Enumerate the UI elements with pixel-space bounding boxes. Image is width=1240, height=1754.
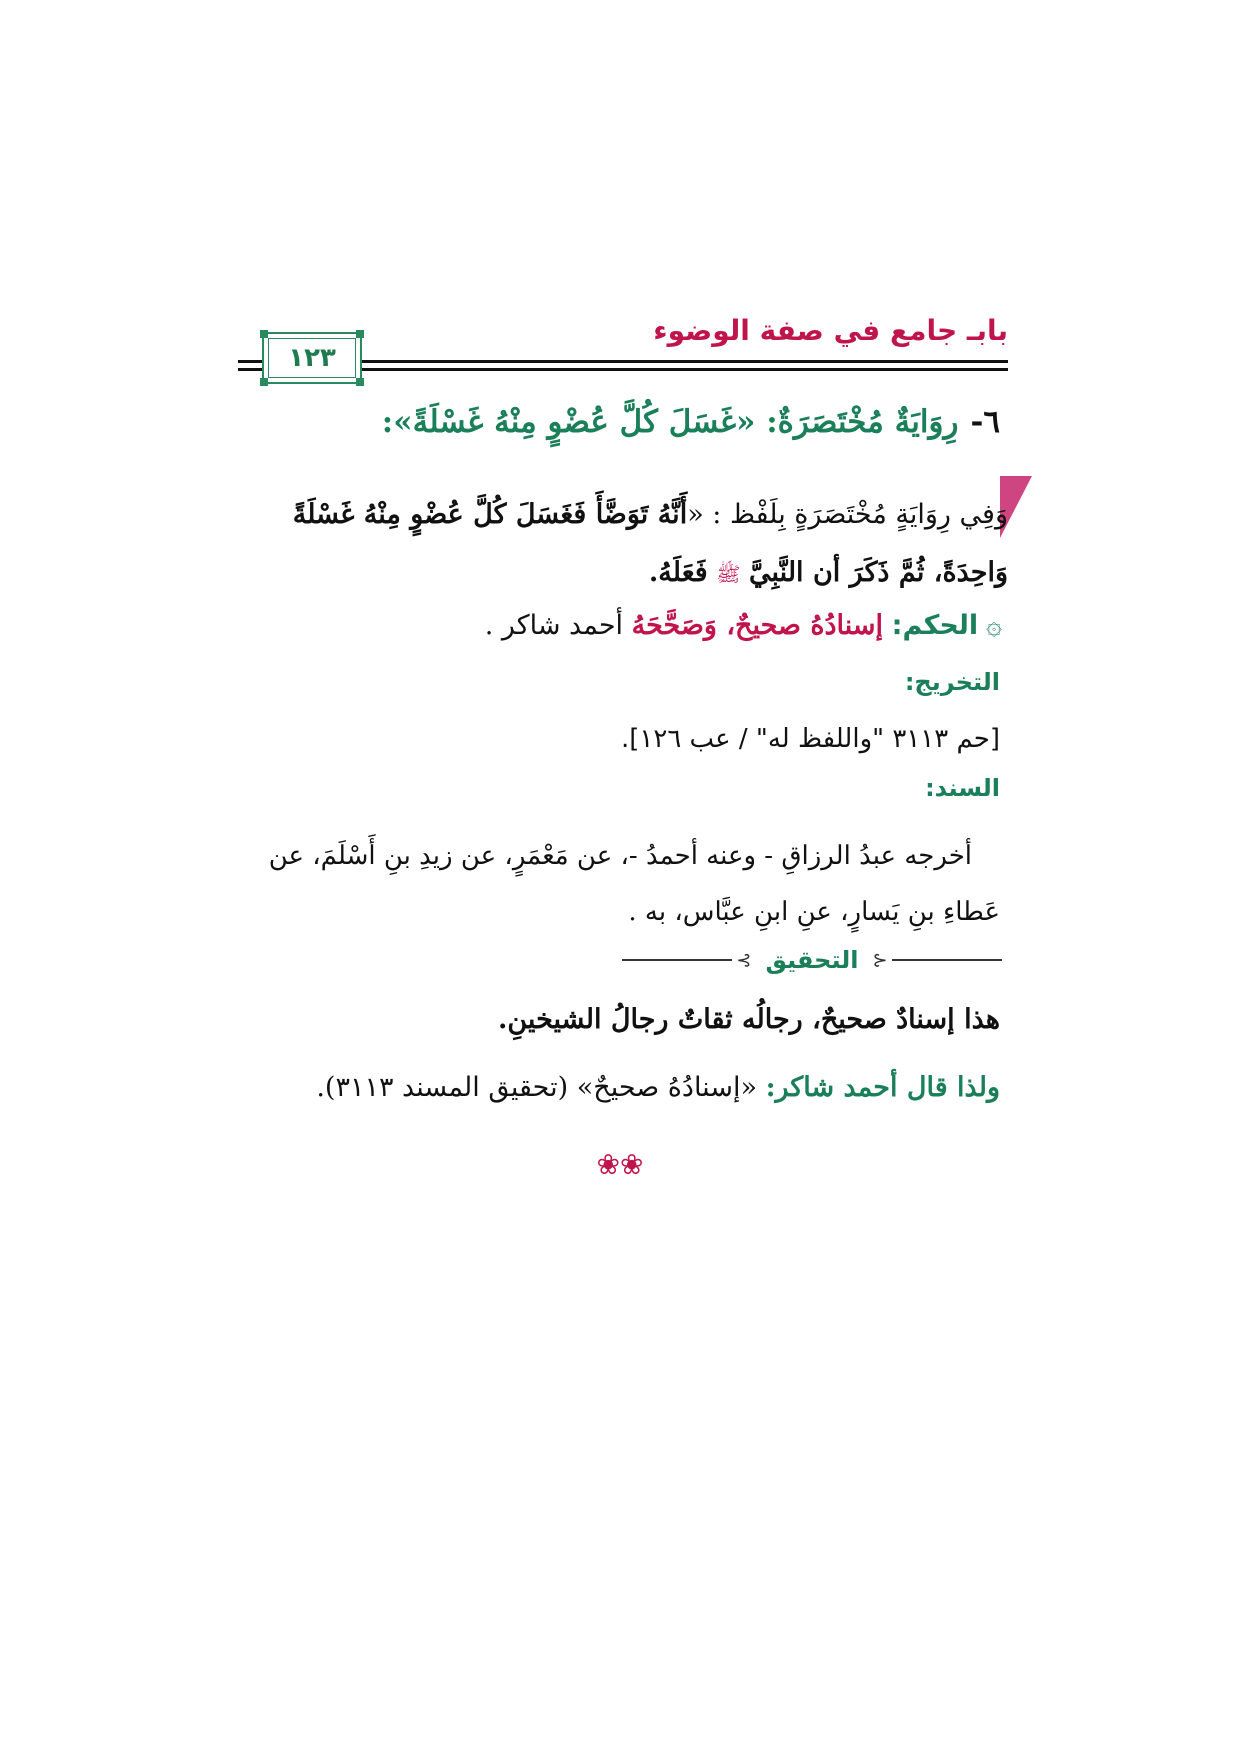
conclusion-text: «إسنادُهُ صحيحٌ» (تحقيق المسند ٣١١٣). <box>316 1072 757 1103</box>
frame-corner-ornament <box>260 330 268 338</box>
takhrij-label: التخريج: <box>904 668 1000 696</box>
narration-quote-end: فَعَلَهُ. <box>648 557 708 588</box>
tahqiq-title: التحقيق <box>765 946 859 974</box>
sanad-text: أخرجه عبدُ الرزاقِ - وعنه أحمدُ -، عن مَعْمَرٍ، عن زيدِ بنِ أَسْلَمَ، عن عَطاءِ بنِ يَسارٍ، عنِ ابنِ عبَّاس، به . <box>268 841 1000 927</box>
tahqiq-conclusion <box>316 1072 1000 1103</box>
chapter-title: بابـ جامع في صفة الوضوء <box>653 314 1008 347</box>
section-title: رِوَايَةٌ مُخْتَصَرَةٌ: «غَسَلَ كُلَّ عُضْوٍ مِنْهُ غَسْلَةً»: <box>381 404 959 440</box>
scroll-ornament-icon: ⊰ <box>872 949 888 971</box>
ruling-value: إسنادُهُ صحيحٌ، وَصَحَّحَهُ <box>631 610 884 641</box>
conclusion-lead: ولذا قال أحمد شاكر: <box>765 1072 1000 1103</box>
flower-icon: ۞ <box>986 610 1002 641</box>
page-header <box>238 314 1008 394</box>
takhrij-text: [حم ٣١١٣ "واللفظ له" / عب ١٢٦]. <box>620 724 1000 754</box>
ruling-line <box>485 610 1002 641</box>
sanad-label: السند: <box>925 774 1000 802</box>
end-flourish-icon: ❀❀ <box>596 1148 644 1181</box>
frame-corner-ornament <box>356 378 364 386</box>
narration-paragraph <box>228 486 1008 603</box>
divider-line <box>622 959 732 961</box>
narration-intro: وَفِي رِوَايَةٍ مُخْتَصَرَةٍ بِلَفْظ : « <box>687 499 1008 530</box>
section-number: ٦- <box>970 404 1000 440</box>
salutation-glyph: ﷺ <box>716 562 741 586</box>
tahqiq-divider <box>622 940 1002 980</box>
scroll-ornament-icon: ⊱ <box>736 949 752 971</box>
frame-corner-ornament <box>260 378 268 386</box>
page-number-frame <box>262 332 362 384</box>
ruling-tail: أحمد شاكر . <box>484 610 624 641</box>
divider-line <box>892 959 1002 961</box>
narration-quote: أَنَّهُ تَوَضَّأَ فَغَسَلَ كُلَّ عُضْوٍ مِنْهُ غَسْلَةً وَاحِدَةً، ثُمَّ ذَكَرَ أن النَّبِيَّ <box>292 499 1008 588</box>
section-heading <box>382 404 1000 440</box>
ruling-label: الحكم: <box>891 610 979 641</box>
tahqiq-verdict: هذا إسنادٌ صحيحٌ، رجالُه ثقاتٌ رجالُ الشيخينِ. <box>497 1004 1000 1035</box>
page-number: ١٢٣ <box>288 343 336 373</box>
frame-corner-ornament <box>356 330 364 338</box>
